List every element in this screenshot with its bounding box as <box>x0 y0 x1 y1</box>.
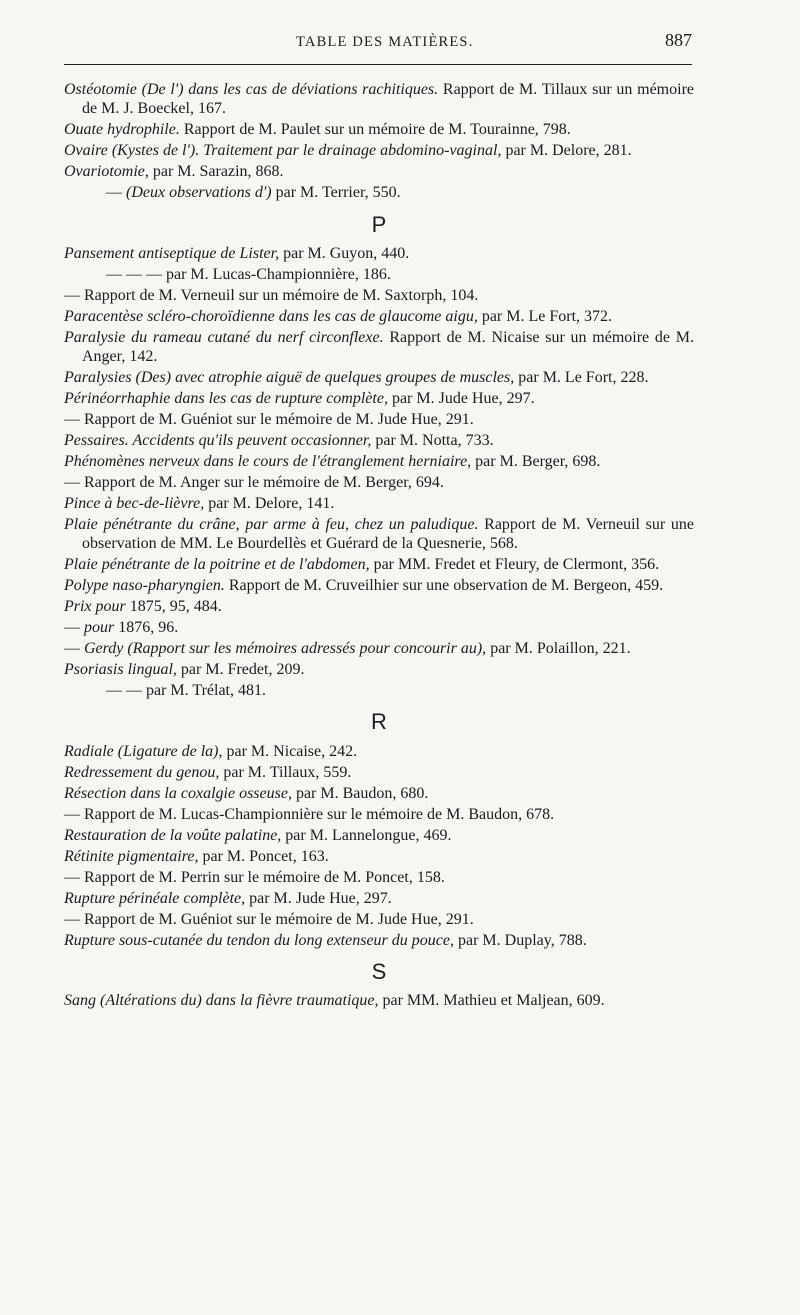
index-entry <box>64 162 694 181</box>
entry-reference: Rapport de M. Nicaise sur un mémoire de M. Anger, 142. <box>82 328 694 366</box>
entry-reference: Rapport de M. Cruveilhier sur une observation de M. Bergeon, 459. <box>224 577 664 595</box>
entry-dash: — <box>64 640 80 658</box>
index-entry <box>64 286 694 305</box>
entry-title: Rétinite pigmentaire, <box>64 847 199 865</box>
index-entry <box>64 328 694 367</box>
entry-title: Pince à bec-de-lièvre, <box>64 494 205 512</box>
entry-title: (Deux observations d') <box>122 184 272 202</box>
entry-reference: par M. Nicaise, 242. <box>222 742 358 760</box>
entry-title: Sang (Altérations du) dans la fièvre traumatique, <box>64 992 379 1010</box>
entry-dash: — <box>64 619 80 637</box>
entry-title: Radiale (Ligature de la), <box>64 742 223 760</box>
index-entry <box>64 618 694 637</box>
index-entry <box>64 639 694 658</box>
entry-reference: par M. Terrier, 550. <box>271 184 401 202</box>
entry-title: Paralysies (Des) avec atrophie aiguë de quelques groupes de muscles, <box>64 369 515 387</box>
entry-reference: par M. Notta, 733. <box>371 432 494 449</box>
entry-reference: Rapport de M. Perrin sur le mémoire de M. Poncet, 158. <box>80 868 445 886</box>
index-entry <box>64 141 694 160</box>
entry-title: Paracentèse scléro-choroïdienne dans les cas de glaucome aigu, <box>64 307 478 325</box>
index-entry <box>64 494 694 513</box>
entry-reference: Rapport de M. Guéniot sur le mémoire de M. Jude Hue, 291. <box>80 910 474 928</box>
entry-dash: — <box>64 286 80 304</box>
entry-reference: par M. Sarazin, 868. <box>148 163 284 181</box>
index-entry <box>64 889 694 908</box>
index-entry <box>64 183 694 202</box>
entry-title: Rupture périnéale complète, <box>64 889 246 907</box>
entry-title: Ovaire (Kystes de l'). Traitement par le drainage abdomino-vaginal, <box>64 142 502 160</box>
entry-title: Gerdy (Rapport sur les mémoires adressés pour concourir au), <box>80 640 487 658</box>
entry-title: Plaie pénétrante du crâne, par arme à feu, chez un paludique. <box>64 515 479 533</box>
index-entry <box>64 763 694 782</box>
entry-title: Ouate hydrophile. <box>64 121 180 139</box>
index-entry <box>64 265 694 284</box>
index-entry <box>64 991 694 1010</box>
index-entry <box>64 431 694 450</box>
entry-title: Phénomènes nerveux dans le cours de l'étranglement herniaire, <box>64 452 472 470</box>
index-entry <box>64 576 694 595</box>
entry-dash: — — — <box>106 265 162 283</box>
entry-title: Psoriasis lingual, <box>64 661 177 679</box>
entry-dash: — <box>64 411 80 429</box>
entry-reference: Rapport de M. Lucas-Championnière sur le mémoire de M. Baudon, 678. <box>80 805 555 823</box>
entry-title: Ovariotomie, <box>64 163 149 181</box>
entry-reference: par M. Berger, 698. <box>471 452 601 470</box>
entry-reference: par M. Delore, 281. <box>501 142 632 160</box>
index-entry <box>64 555 694 574</box>
entry-reference: 1875, 95, 484. <box>125 598 222 616</box>
index-entry <box>64 868 694 887</box>
entry-dash: — <box>106 184 122 202</box>
entry-title: Périnéorrhaphie dans les cas de rupture complète, <box>64 390 388 408</box>
index-entry <box>64 742 694 761</box>
entry-reference: par M. Le Fort, 372. <box>477 307 613 325</box>
entry-title: Plaie pénétrante de la poitrine et de l'abdomen, <box>64 556 370 574</box>
entry-reference: par M. Trélat, 481. <box>142 682 266 700</box>
index-entry <box>64 805 694 824</box>
entry-reference: par M. Le Fort, 228. <box>514 369 649 387</box>
header-rule <box>64 64 692 65</box>
entry-dash: — <box>64 473 80 491</box>
index-entry <box>64 681 694 700</box>
index-entry <box>64 660 694 679</box>
index-entry <box>64 410 694 429</box>
entry-reference: par M. Fredet, 209. <box>176 661 305 679</box>
index-entry <box>64 597 694 616</box>
index-entry <box>64 910 694 929</box>
index-entry <box>64 931 694 950</box>
page-header <box>64 30 692 58</box>
entry-reference: par M. Polaillon, 221. <box>486 640 631 658</box>
entry-title: Pansement antiseptique de Lister, <box>64 244 280 262</box>
entry-reference: Rapport de M. Guéniot sur le mémoire de M. Jude Hue, 291. <box>80 411 474 429</box>
index-entry <box>64 847 694 866</box>
index-entry <box>64 473 694 492</box>
entry-reference: par M. Jude Hue, 297. <box>245 889 392 907</box>
entry-title: Redressement du genou, <box>64 763 220 781</box>
entry-reference: par M. Guyon, 440. <box>279 244 410 262</box>
entry-title: Paralysie du rameau cutané du nerf circonflexe. <box>64 328 384 346</box>
index-entry <box>64 80 694 119</box>
running-title: TABLE DES MATIÈRES. <box>296 34 474 50</box>
entry-reference: par M. Lucas-Championnière, 186. <box>162 265 391 283</box>
entry-title: Polype naso-pharyngien. <box>64 577 225 595</box>
section-letter: R <box>371 709 387 735</box>
index-entry <box>64 120 694 139</box>
entry-title: Résection dans la coxalgie osseuse, <box>64 784 292 802</box>
index-entry <box>64 244 694 263</box>
entry-reference: par MM. Fredet et Fleury, de Clermont, 356. <box>369 556 660 574</box>
entry-dash: — <box>64 805 80 823</box>
section-letter: P <box>371 211 387 237</box>
entry-dash: — — <box>106 682 142 700</box>
entry-reference: par M. Duplay, 788. <box>453 931 587 949</box>
entry-title: Prix pour <box>64 598 126 616</box>
entry-reference: par M. Baudon, 680. <box>291 784 429 802</box>
entry-reference: Rapport de M. Verneuil sur un mémoire de M. Saxtorph, 104. <box>80 286 479 304</box>
entry-title: Restauration de la voûte palatine, <box>64 826 282 844</box>
index-entry <box>64 307 694 326</box>
entry-reference: Rapport de M. Paulet sur un mémoire de M. Tourainne, 798. <box>179 121 571 139</box>
index-entry <box>64 389 694 408</box>
section-letter: S <box>371 958 387 984</box>
entry-reference: Rapport de M. Tillaux sur un mémoire de M. J. Boeckel, 167. <box>82 81 695 118</box>
entry-title: Ostéotomie (De l') dans les cas de déviations rachitiques. <box>64 81 439 98</box>
entry-reference: par M. Delore, 141. <box>204 494 335 512</box>
entry-reference: par M. Poncet, 163. <box>198 847 329 865</box>
entry-dash: — <box>64 868 80 886</box>
entry-dash: — <box>64 910 80 928</box>
entry-reference: Rapport de M. Verneuil sur une observation de MM. Le Bourdellès et Guérard de la Quesnerie, 568. <box>82 515 694 553</box>
entry-reference: Rapport de M. Anger sur le mémoire de M. Berger, 694. <box>80 473 444 491</box>
page-number: 887 <box>665 30 692 50</box>
index-entry <box>64 368 694 387</box>
entry-title: pour <box>80 619 115 637</box>
entry-reference: par M. Lannelongue, 469. <box>281 826 452 844</box>
index-entry <box>64 826 694 845</box>
entry-title: Rupture sous-cutanée du tendon du long extenseur du pouce, <box>64 931 454 949</box>
entry-reference: par MM. Mathieu et Maljean, 609. <box>378 992 605 1010</box>
index-entry <box>64 784 694 803</box>
index-entries <box>64 80 694 1012</box>
entry-reference: par M. Jude Hue, 297. <box>387 390 535 408</box>
index-entry <box>64 452 694 471</box>
entry-reference: 1876, 96. <box>114 619 179 637</box>
index-entry <box>64 515 694 554</box>
entry-title: Pessaires. Accidents qu'ils peuvent occasionner, <box>64 432 372 449</box>
entry-reference: par M. Tillaux, 559. <box>219 763 352 781</box>
